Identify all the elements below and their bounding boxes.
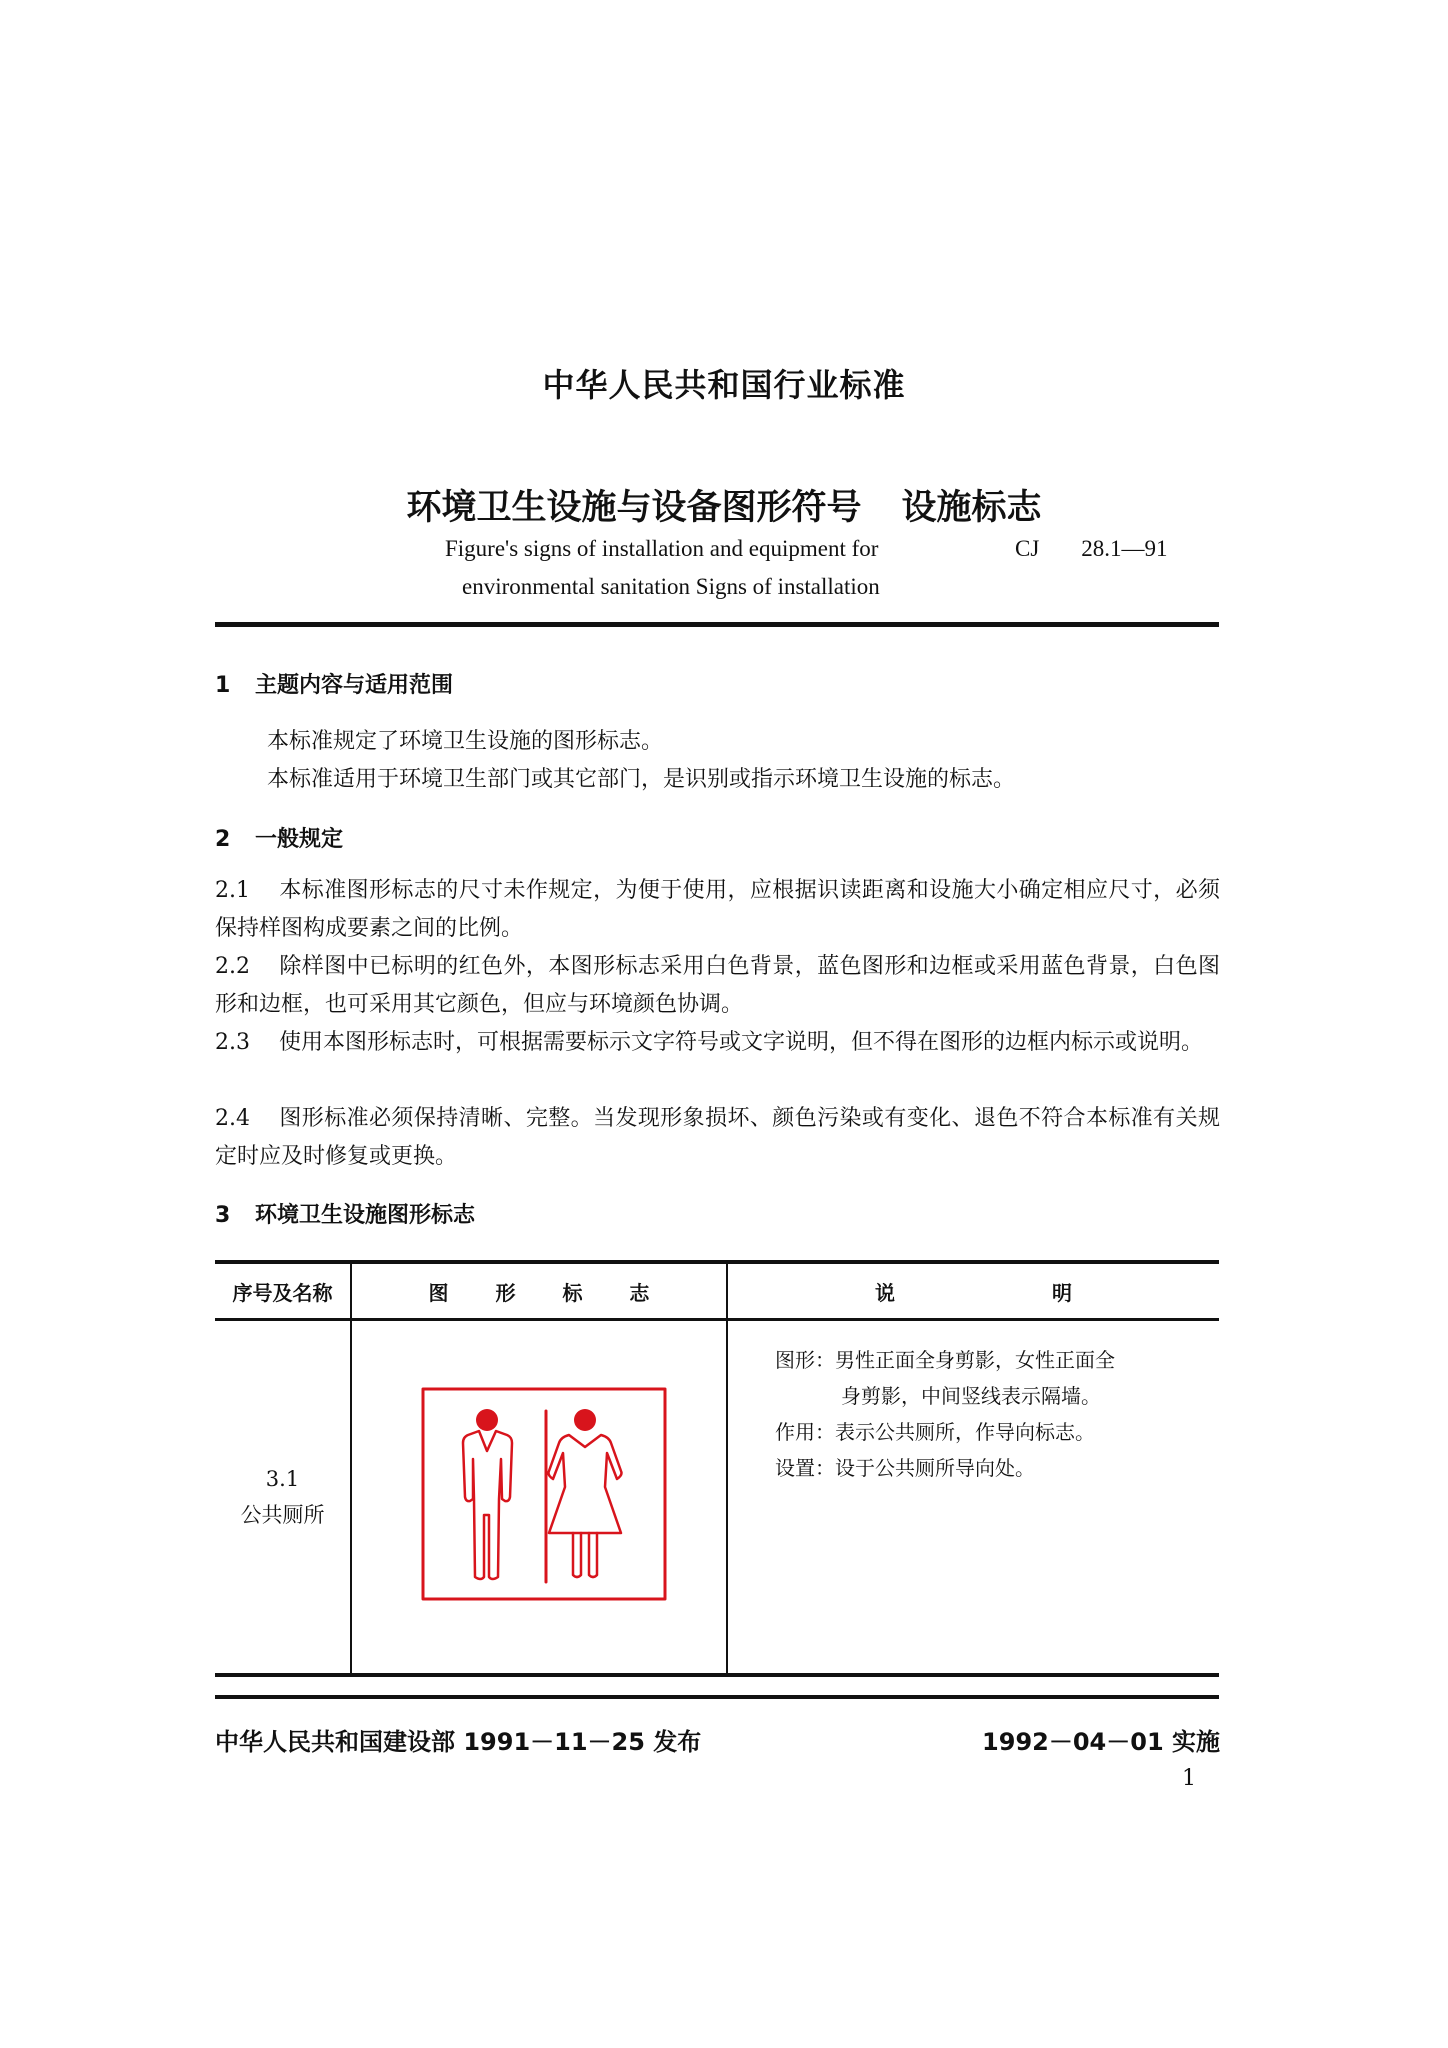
row-id: 3.1 bbox=[265, 1467, 300, 1491]
desc-graphic-cont: 身剪影，中间竖线表示隔墙。 bbox=[841, 1384, 1101, 1408]
row-description bbox=[727, 1320, 1219, 1676]
page-number: 1 bbox=[1182, 1766, 1196, 1791]
sign-table bbox=[215, 1260, 1219, 1677]
header-description: 说 明 bbox=[727, 1262, 1219, 1320]
toilet-sign-icon bbox=[421, 1387, 667, 1605]
section-1-paragraph-1: 本标准规定了环境卫生设施的图形标志。 bbox=[267, 729, 664, 754]
std-code: CJ bbox=[1015, 536, 1040, 561]
english-title-line2: environmental sanitation Signs of installation bbox=[462, 574, 880, 599]
english-title-line1: Figure's signs of installation and equipment for bbox=[445, 536, 879, 561]
effective-date: 1992－04－01 实施 bbox=[982, 1728, 1220, 1756]
issue-date: 中华人民共和国建设部 1991－11－25 发布 bbox=[215, 1728, 702, 1756]
standard-category: 中华人民共和国行业标准 bbox=[542, 366, 906, 404]
table-header-row bbox=[215, 1262, 1219, 1320]
header-sign: 图 形 标 志 bbox=[351, 1262, 727, 1320]
female-figure-icon bbox=[549, 1435, 622, 1577]
male-figure-icon bbox=[463, 1431, 512, 1579]
header-rule bbox=[215, 622, 1219, 627]
document-title bbox=[0, 480, 1448, 530]
desc-function: 作用：表示公共厕所，作导向标志。 bbox=[775, 1420, 1095, 1444]
clause-2-4: 2.4 图形标准必须保持清晰、完整。当发现形象损坏、颜色污染或有变化、退色不符合本标准有关规定时应及时修复或更换。 bbox=[215, 1106, 1220, 1169]
title-main: 环境卫生设施与设备图形符号 bbox=[406, 488, 862, 528]
clause-2-2: 2.2 除样图中已标明的红色外，本图形标志采用白色背景，蓝色图形和边框或采用蓝色背景，白色图形和边框，也可采用其它颜色，但应与环境颜色协调。 bbox=[215, 954, 1220, 1017]
std-number: 28.1—91 bbox=[1081, 536, 1168, 561]
standard-number bbox=[1015, 536, 1168, 562]
row-name: 公共厕所 bbox=[240, 1503, 325, 1527]
title-sub: 设施标志 bbox=[901, 488, 1042, 528]
desc-graphic: 图形：男性正面全身剪影，女性正面全 bbox=[775, 1348, 1115, 1372]
section-3-heading: 3 环境卫生设施图形标志 bbox=[215, 1203, 476, 1228]
section-2-heading: 2 一般规定 bbox=[215, 827, 344, 852]
section-1-heading: 1 主题内容与适用范围 bbox=[215, 673, 454, 698]
footer-rule bbox=[215, 1695, 1219, 1699]
row-id-name bbox=[215, 1320, 351, 1676]
desc-placement: 设置：设于公共厕所导向处。 bbox=[775, 1456, 1035, 1480]
section-1-paragraph-2: 本标准适用于环境卫生部门或其它部门，是识别或指示环境卫生设施的标志。 bbox=[267, 767, 1016, 792]
table-row bbox=[215, 1320, 1219, 1676]
clause-2-1: 2.1 本标准图形标志的尺寸未作规定，为便于使用，应根据识读距离和设施大小确定相应尺寸，必须保持样图构成要素之间的比例。 bbox=[215, 878, 1220, 941]
clause-2-3: 2.3 使用本图形标志时，可根据需要标示文字符号或文字说明，但不得在图形的边框内标示或说明。 bbox=[215, 1030, 1204, 1055]
header-id-name: 序号及名称 bbox=[215, 1262, 351, 1320]
